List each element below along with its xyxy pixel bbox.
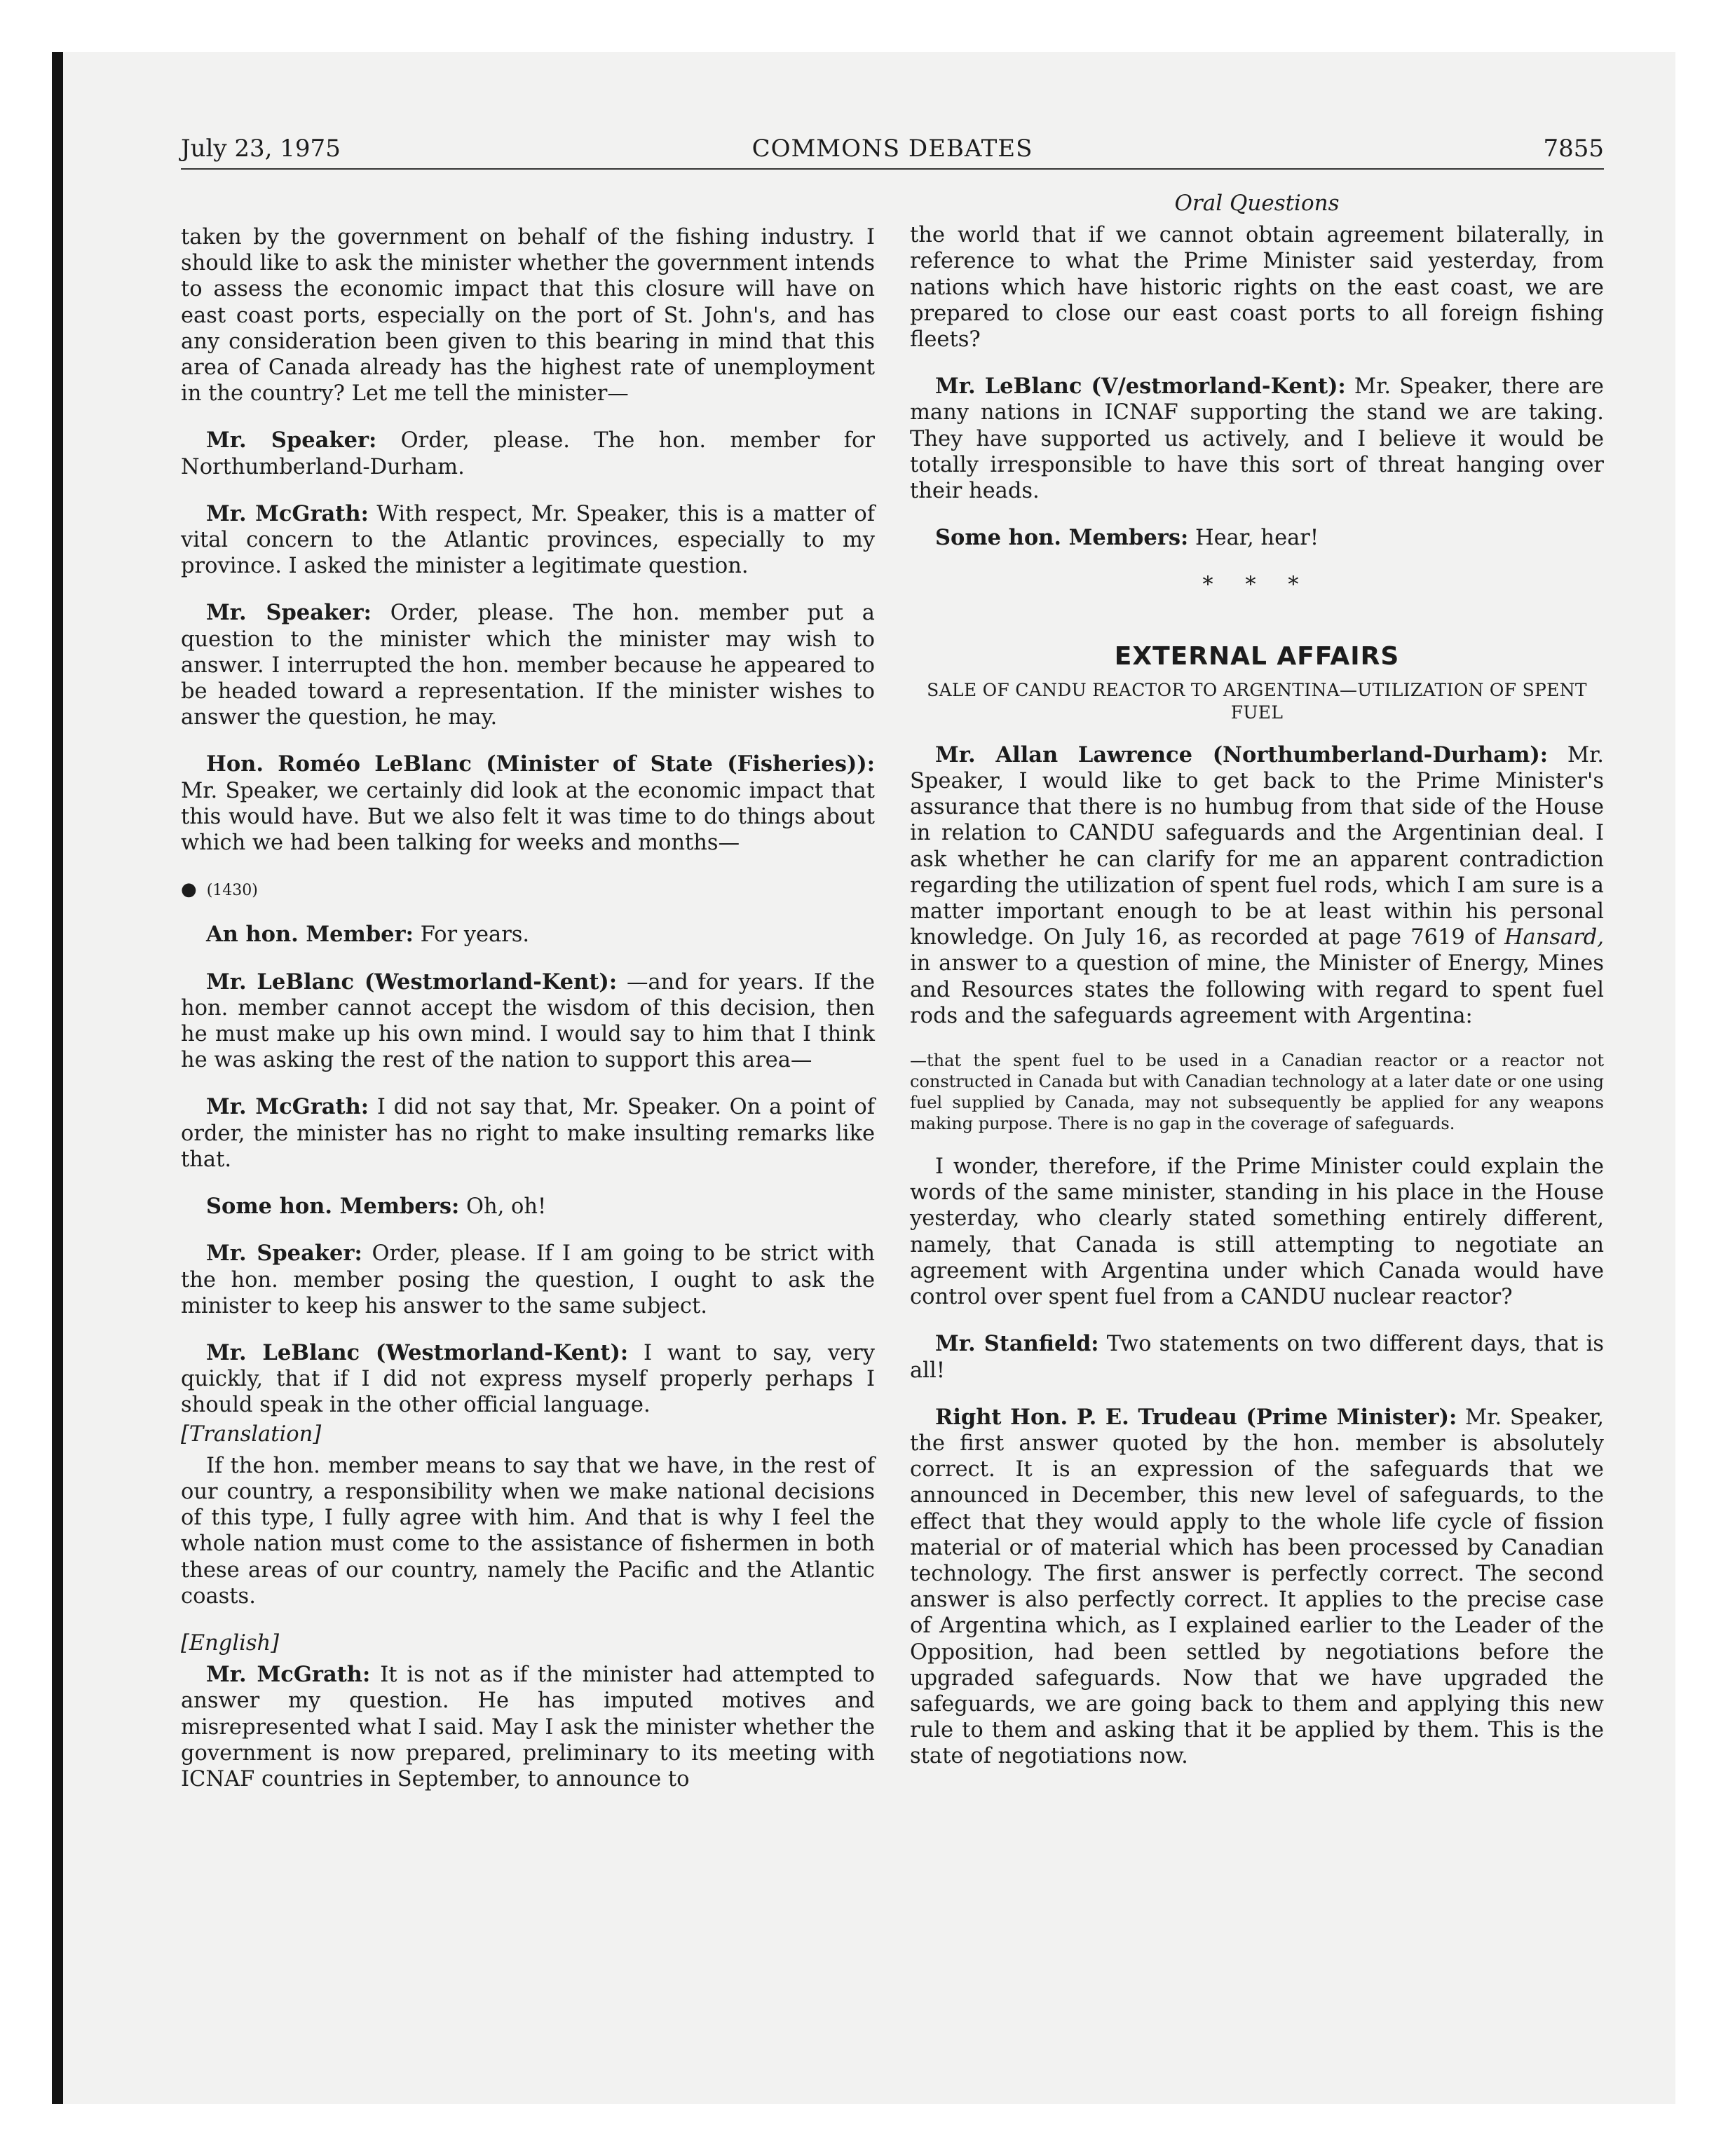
speaker-name: Hon. Roméo LeBlanc (Minister of State (Fisheries)):	[206, 751, 875, 777]
language-note: [Translation]	[181, 1421, 322, 1447]
left-column	[181, 224, 875, 1813]
speaker-name: Mr. Allan Lawrence (Northumberland-Durham):	[935, 742, 1549, 767]
speaker-name: Mr. McGrath:	[206, 500, 369, 526]
paragraph: taken by the government on behalf of the fishing industry. I should like to ask the minister whether the government intends to assess the economic impact that this closure will have on east coast ports, especially on the port of St. John's, and has any consideration been given to this bearing in mind that this area of Canada already has the highest rate of unemployment in the country? Let me tell the minister—	[181, 225, 875, 407]
speech-paragraph	[181, 1194, 875, 1220]
speech-paragraph	[181, 428, 875, 479]
speech-text: Two statements on two different days, that is all!	[910, 1332, 1604, 1383]
language-note: [English]	[181, 1630, 280, 1656]
speech-paragraph	[181, 1241, 875, 1319]
speech-paragraph	[181, 1094, 875, 1173]
speech-text: Mr. Speaker, we certainly did look at the economic impact that this would have. But we also felt it was time to do things about which we had been talking for weeks and months—	[181, 778, 875, 856]
header-title: COMMONS DEBATES	[751, 135, 1033, 163]
speech-text: With respect, Mr. Speaker, this is a matter of vital concern to the Atlantic provinces, especially to my province. I asked the minister a legitimate question.	[181, 501, 875, 579]
right-column	[910, 191, 1604, 1791]
speech-paragraph	[910, 1405, 1604, 1770]
speaker-name: Mr. LeBlanc (Westmorland-Kent):	[206, 1339, 629, 1365]
speaker-name: Mr. Speaker:	[206, 1241, 362, 1267]
page-number: 7855	[1543, 135, 1604, 163]
scan-binding-edge	[52, 52, 63, 2104]
speech-paragraph	[181, 1340, 875, 1419]
paragraph: the world that if we cannot obtain agreement bilaterally, in reference to what the Prime Minister said yesterday, from nations which have historic rights on the east coast, we are prepared to close our east coast ports to all foreign fishing fleets?	[910, 223, 1604, 353]
speaker-name: Some hon. Members:	[935, 525, 1189, 551]
section-heading: EXTERNAL AFFAIRS	[1114, 641, 1400, 671]
speech-paragraph	[181, 501, 875, 580]
speaker-name: Mr. LeBlanc (V/estmorland-Kent):	[935, 374, 1346, 400]
paragraph: If the hon. member means to say that we have, in the rest of our country, a responsibility when we make national decisions of this type, I fully agree with him. And that is why I feel the whole nation must come to the assistance of fishermen in both these areas of our country, namely the Pacific and the Atlantic coasts.	[181, 1453, 875, 1609]
running-head	[181, 135, 1604, 170]
speech-paragraph	[910, 742, 1604, 1029]
section-separator: * * *	[1202, 573, 1312, 598]
speech-text: I want to say, very quickly, that if I did not express myself properly perhaps I should speak in the other official language.	[181, 1340, 875, 1418]
speech-paragraph	[181, 751, 875, 856]
speech-paragraph	[910, 1331, 1604, 1383]
speech-paragraph	[181, 922, 875, 948]
speaker-name: Mr. Speaker:	[206, 428, 377, 453]
speech-paragraph	[181, 969, 875, 1074]
time-marker	[181, 877, 875, 903]
speaker-name: Mr. Speaker:	[206, 600, 372, 626]
speaker-name: Mr. LeBlanc (Westmorland-Kent):	[206, 969, 618, 995]
speaker-name: An hon. Member:	[206, 922, 414, 948]
speech-paragraph	[910, 374, 1604, 504]
header-date: July 23, 1975	[181, 135, 341, 163]
column-heading: Oral Questions	[1174, 191, 1340, 216]
speech-text: It is not as if the minister had attempted to answer my question. He has imputed motives and misrepresented what I said. May I ask the minister whether the government is now prepared, preliminary to its meeting with ICNAF countries in September, to announce to	[181, 1663, 875, 1792]
speech-text: Order, please. If I am going to be strict with the hon. member posing the question, I ought to ask the minister to keep his answer to the same subject.	[181, 1241, 875, 1318]
speaker-name: Some hon. Members:	[206, 1194, 460, 1220]
speech-text: Order, please. The hon. member for Northumberland-Durham.	[181, 428, 875, 479]
speech-text: I did not say that, Mr. Speaker. On a point of order, the minister has no right to make insulting remarks like that.	[181, 1095, 875, 1172]
speech-paragraph	[181, 1662, 875, 1792]
speech-text: Oh, oh!	[465, 1194, 547, 1220]
speaker-name: Mr. McGrath:	[206, 1094, 369, 1120]
speech-text: For years.	[420, 922, 530, 948]
speaker-name: Mr. Stanfield:	[935, 1331, 1099, 1357]
speaker-name: Mr. McGrath:	[206, 1662, 371, 1688]
speech-text: in answer to a question of mine, the Minister of Energy, Mines and Resources states the following with regard to spent fuel rods and the safeguards agreement with Argentina:	[910, 951, 1604, 1028]
speech-text: Hear, hear!	[1195, 526, 1319, 551]
speech-text: Mr. Speaker, the first answer quoted by the hon. member is absolutely correct. It is an expression of the safeguards that we announced in December, this new level of safeguards, to the effect that they would apply to the whole life cycle of fission material or of material which has been processed by Canadian technology. The first answer is perfectly correct. The second answer is also perfectly correct. It applies to the precise case of Argentina which, as I explained earlier to the Leader of the Opposition, had been settled by negotiations before the upgraded safeguards. Now that we have upgraded the safeguards, we are going back to them and applying this new rule to them and asking that it be applied by them. This is the state of negotiations now.	[910, 1405, 1604, 1769]
hansard-reference: Hansard,	[1504, 925, 1604, 950]
speech-paragraph	[181, 600, 875, 730]
speech-text: Order, please. The hon. member put a question to the minister which the minister may wish to answer. I interrupted the hon. member because he appeared to be headed toward a representation. If the minister wishes to answer the question, he may.	[181, 601, 875, 730]
bullet-icon: ●	[181, 879, 197, 901]
subheading: SALE OF CANDU REACTOR TO ARGENTINA—UTILIZATION OF SPENT FUEL	[927, 679, 1587, 723]
block-quote: —that the spent fuel to be used in a Canadian reactor or a reactor not constructed in Canada but with Canadian technology at a later date or one using fuel supplied by Canada, may not subsequently be applied for any weapons making purpose. There is no gap in the coverage of safeguards.	[910, 1051, 1604, 1134]
speech-paragraph	[910, 525, 1604, 551]
speaker-name: Right Hon. P. E. Trudeau (Prime Minister):	[935, 1404, 1457, 1430]
speech-text: —and for years. If the hon. member cannot accept the wisdom of this decision, then he must make up his own mind. I would say to him that I think he was asking the rest of the nation to support this area—	[181, 969, 875, 1073]
speech-text: Mr. Speaker, there are many nations in ICNAF supporting the stand we are taking. They have supported us actively, and I believe it would be totally irresponsible to have this sort of threat hanging over their heads.	[910, 374, 1604, 504]
paragraph: I wonder, therefore, if the Prime Minister could explain the words of the same minister, standing in his place in the House yesterday, who clearly stated something entirely different, namely, that Canada is still attempting to negotiate an agreement with Argentina under which Canada would have control over spent fuel from a CANDU nuclear reactor?	[910, 1154, 1604, 1310]
speech-text: Mr. Speaker, I would like to get back to the Prime Minister's assurance that there is no humbug from that side of the House in relation to CANDU safeguards and the Argentinian deal. I ask whether he can clarify for me an apparent contradiction regarding the utilization of spent fuel rods, which I am sure is a matter important enough to be at least within his personal knowledge. On July 16, as recorded at page 7619 of	[910, 742, 1604, 950]
time-stamp: (1430)	[206, 882, 258, 900]
